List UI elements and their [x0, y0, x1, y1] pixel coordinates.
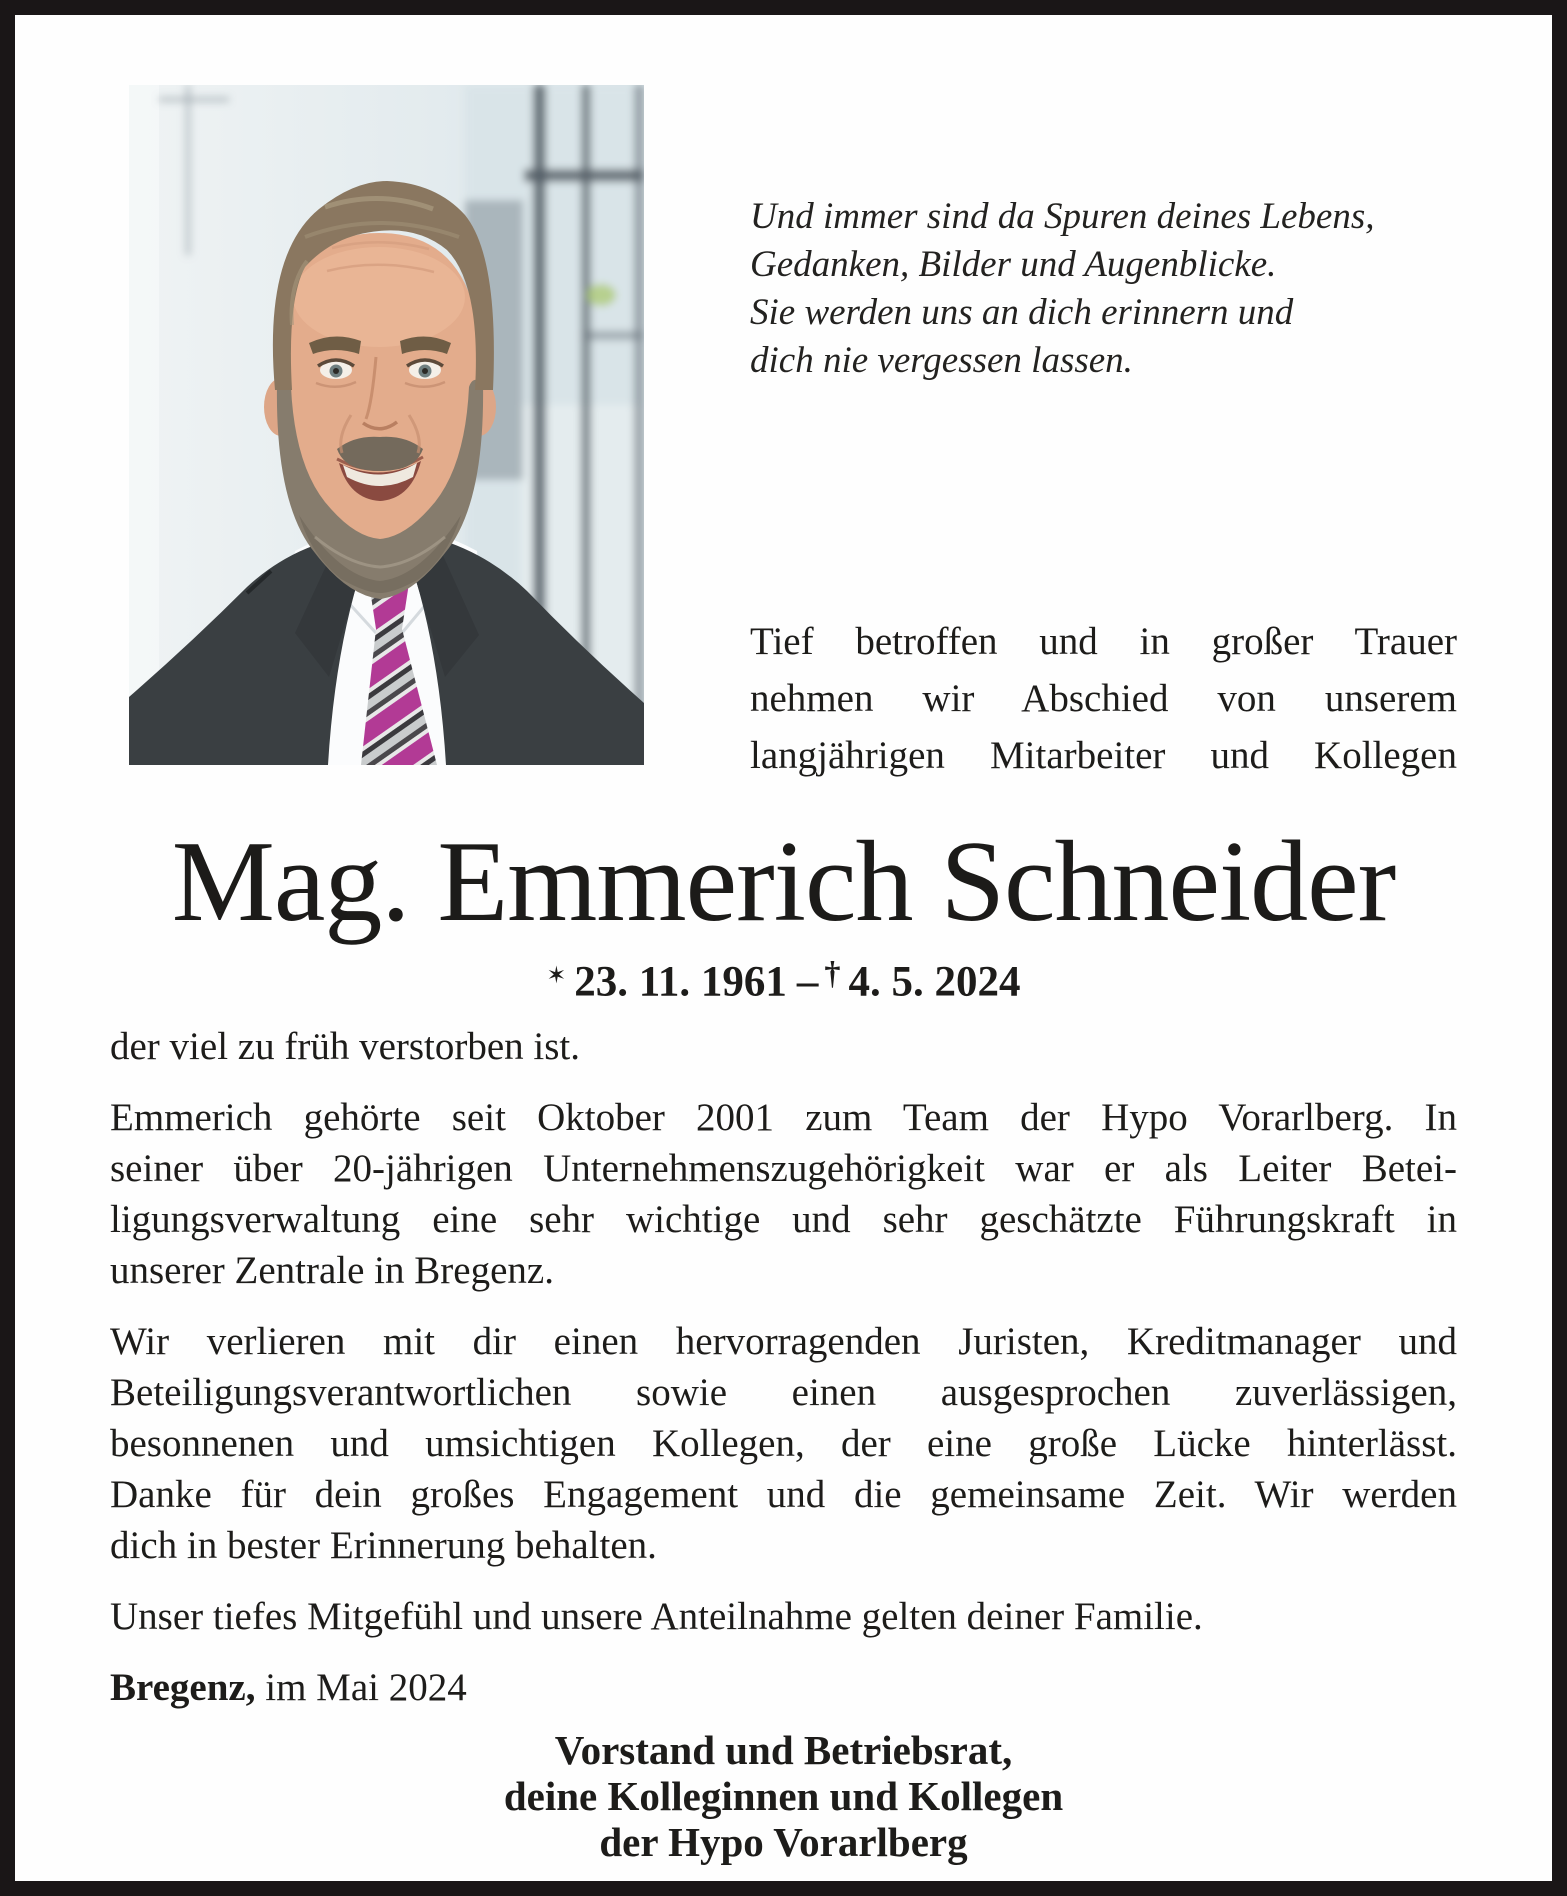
signature-block: Vorstand und Betriebsrat, deine Kolleginnen und Kollegen der Hypo Vorarlberg — [503, 1727, 1064, 1866]
death-date: 4. 5. 2024 — [848, 958, 1021, 1006]
death-cross-icon: † — [824, 955, 841, 991]
memorial-quote: Und immer sind da Spuren deines Lebens, Gedanken, Bilder und Augenblicke. Sie werden uns an dich erinnern und dich nie vergessen lassen. — [750, 196, 1375, 381]
dates-separator: – — [796, 958, 819, 1006]
portrait-photo — [129, 85, 644, 765]
paragraph-tribute: Wir verlieren mit dir einen hervorragenden Juristen, Kreditmanager und Beteiligungsverantwortlichen sowie einen ausgesprochen zuverlässigen, besonnenen und umsichtigen Kollegen, der eine große Lücke hinterlässt. Danke für dein großes Engagement und die gemeinsame Zeit. Wir werden dich in bester Erinnerung behalten. — [110, 1320, 1457, 1568]
place-date-line — [110, 1662, 1457, 1713]
paragraph-too-early: der viel zu früh verstorben ist. — [110, 1025, 581, 1069]
place-name: Bregenz, — [110, 1666, 256, 1710]
paragraph-condolence: Unser tiefes Mitgefühl und unsere Anteilnahme gelten deiner Familie. — [110, 1595, 1203, 1639]
header-section — [110, 85, 1457, 780]
life-dates — [110, 948, 1457, 1007]
birth-date: 23. 11. 1961 — [574, 958, 787, 1006]
birth-star-icon: ✶ — [546, 961, 567, 990]
farewell-intro: Tief betroffen und in großer Trauer nehmen wir Abschied von unserem langjährigen Mitarbeiter und Kollegen — [750, 620, 1457, 777]
month-year: im Mai 2024 — [265, 1666, 467, 1710]
paragraph-career: Emmerich gehörte seit Oktober 2001 zum Team der Hypo Vorarlberg. In seiner über 20-jährigen Unternehmenszugehörigkeit war er als Leiter Betei- ligungsverwaltung eine sehr wichtige und sehr geschätzte Führungskraft in unserer Zentrale in Bregenz. — [110, 1096, 1457, 1293]
deceased-name: Mag. Emmerich Schneider — [171, 818, 1396, 946]
